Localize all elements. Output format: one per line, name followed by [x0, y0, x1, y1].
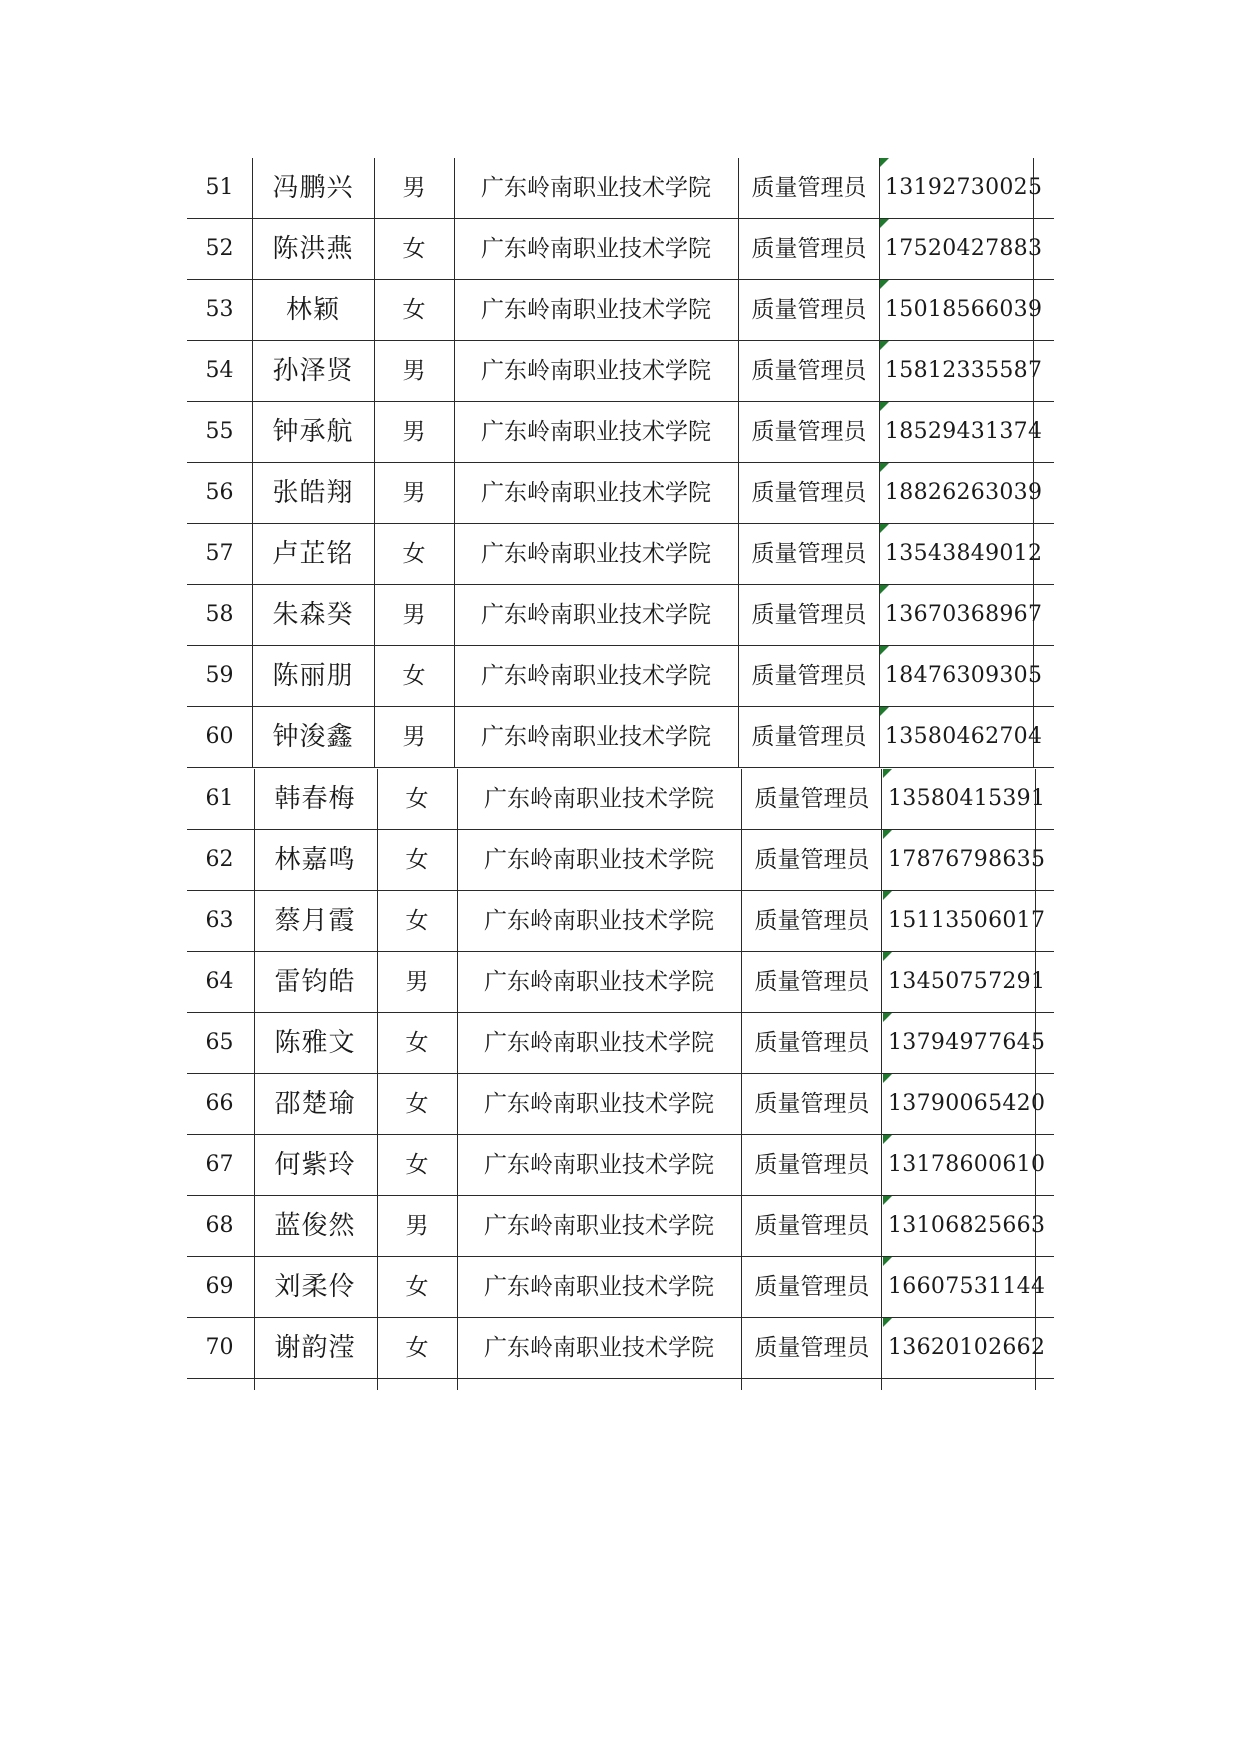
row-number: 57 [205, 541, 234, 566]
person-name: 卢芷铭 [272, 539, 354, 569]
person-name: 刘柔伶 [274, 1272, 356, 1302]
person-name: 朱森癸 [272, 600, 354, 630]
gender: 男 [402, 480, 426, 506]
school-name: 广东岭南职业技术学院 [481, 236, 711, 262]
person-name: 谢韵滢 [274, 1333, 356, 1363]
table-row [187, 952, 1054, 1013]
phone-number: 13620102662 [888, 1335, 1046, 1360]
person-name: 钟承航 [272, 417, 354, 447]
job-title: 质量管理员 [751, 358, 867, 384]
phone-number: 18826263039 [885, 480, 1043, 505]
person-name: 雷钧皓 [274, 967, 356, 997]
phone-number: 18476309305 [885, 663, 1043, 688]
school-name: 广东岭南职业技术学院 [484, 1335, 714, 1361]
gender: 女 [405, 786, 429, 812]
school-name: 广东岭南职业技术学院 [484, 786, 714, 812]
gender: 女 [405, 908, 429, 934]
table-row [187, 769, 1054, 830]
job-title: 质量管理员 [751, 480, 867, 506]
job-title: 质量管理员 [754, 908, 870, 934]
job-title: 质量管理员 [751, 663, 867, 689]
person-name: 陈洪燕 [272, 234, 354, 264]
job-title: 质量管理员 [754, 847, 870, 873]
table-row [187, 1318, 1054, 1379]
gender: 男 [405, 1213, 429, 1239]
job-title: 质量管理员 [751, 236, 867, 262]
table-row [187, 1013, 1054, 1074]
gender: 女 [402, 663, 426, 689]
row-number: 59 [205, 663, 234, 688]
gender: 女 [402, 541, 426, 567]
table-body [187, 158, 1054, 768]
gender: 男 [402, 724, 426, 750]
school-name: 广东岭南职业技术学院 [481, 541, 711, 567]
gender: 男 [402, 175, 426, 201]
person-name: 孙泽贤 [272, 356, 354, 386]
gender: 女 [405, 1152, 429, 1178]
phone-number: 13543849012 [885, 541, 1043, 566]
row-number: 60 [205, 724, 234, 749]
phone-number: 18529431374 [885, 419, 1043, 444]
row-number: 54 [205, 358, 234, 383]
person-name: 张皓翔 [272, 478, 354, 508]
school-name: 广东岭南职业技术学院 [484, 847, 714, 873]
job-title: 质量管理员 [751, 541, 867, 567]
row-number: 69 [205, 1274, 234, 1299]
table-row [187, 1257, 1054, 1318]
row-number: 62 [205, 847, 234, 872]
gender: 女 [405, 847, 429, 873]
person-name: 邵楚瑜 [274, 1089, 356, 1119]
phone-number: 15018566039 [885, 297, 1043, 322]
table-row [187, 158, 1054, 219]
row-number: 53 [205, 297, 234, 322]
table-section-b [187, 769, 1054, 1379]
job-title: 质量管理员 [754, 1274, 870, 1300]
school-name: 广东岭南职业技术学院 [484, 908, 714, 934]
job-title: 质量管理员 [754, 1335, 870, 1361]
phone-number: 17876798635 [888, 847, 1046, 872]
row-number: 70 [205, 1335, 234, 1360]
phone-number: 13450757291 [888, 969, 1046, 994]
person-name: 林颖 [285, 295, 340, 325]
phone-number: 16607531144 [888, 1274, 1046, 1299]
row-number: 52 [205, 236, 234, 261]
table-row [187, 585, 1054, 646]
person-name: 林嘉鸣 [274, 845, 356, 875]
job-title: 质量管理员 [754, 1152, 870, 1178]
gender: 男 [402, 358, 426, 384]
table-row [187, 341, 1054, 402]
row-number: 56 [205, 480, 234, 505]
table-row [187, 891, 1054, 952]
phone-number: 15812335587 [885, 358, 1043, 383]
row-number: 55 [205, 419, 234, 444]
row-number: 64 [205, 969, 234, 994]
person-name: 陈雅文 [274, 1028, 356, 1058]
person-name: 冯鹏兴 [272, 173, 354, 203]
school-name: 广东岭南职业技术学院 [481, 297, 711, 323]
phone-number: 13794977645 [888, 1030, 1046, 1055]
person-name: 何紫玲 [274, 1150, 356, 1180]
table-section-a [187, 158, 1054, 768]
table-body [187, 769, 1054, 1379]
school-name: 广东岭南职业技术学院 [481, 663, 711, 689]
job-title: 质量管理员 [754, 1091, 870, 1117]
job-title: 质量管理员 [751, 724, 867, 750]
table-row [187, 1196, 1054, 1257]
gender: 女 [405, 1335, 429, 1361]
gender: 男 [402, 419, 426, 445]
table-row [187, 707, 1054, 768]
job-title: 质量管理员 [751, 602, 867, 628]
gender: 男 [405, 969, 429, 995]
row-number: 65 [205, 1030, 234, 1055]
school-name: 广东岭南职业技术学院 [481, 602, 711, 628]
school-name: 广东岭南职业技术学院 [484, 1030, 714, 1056]
table-row [187, 219, 1054, 280]
school-name: 广东岭南职业技术学院 [484, 1091, 714, 1117]
person-name: 陈丽朋 [272, 661, 354, 691]
school-name: 广东岭南职业技术学院 [484, 1213, 714, 1239]
person-name: 蔡月霞 [274, 906, 356, 936]
person-name: 韩春梅 [274, 784, 356, 814]
table-row [187, 1135, 1054, 1196]
row-number: 68 [205, 1213, 234, 1238]
table-row [187, 646, 1054, 707]
person-name: 钟浚鑫 [272, 722, 354, 752]
phone-number: 13790065420 [888, 1091, 1046, 1116]
table-row [187, 830, 1054, 891]
phone-number: 13670368967 [885, 602, 1043, 627]
job-title: 质量管理员 [754, 786, 870, 812]
job-title: 质量管理员 [751, 419, 867, 445]
school-name: 广东岭南职业技术学院 [481, 358, 711, 384]
job-title: 质量管理员 [754, 969, 870, 995]
school-name: 广东岭南职业技术学院 [484, 1152, 714, 1178]
gender: 女 [402, 236, 426, 262]
table-row [187, 402, 1054, 463]
person-name: 蓝俊然 [274, 1211, 356, 1241]
row-number: 66 [205, 1091, 234, 1116]
table-row [187, 463, 1054, 524]
row-number: 51 [205, 175, 234, 200]
gender: 男 [402, 602, 426, 628]
gender: 女 [402, 297, 426, 323]
table-row [187, 524, 1054, 585]
row-number: 58 [205, 602, 234, 627]
table-row [187, 1074, 1054, 1135]
phone-number: 13580462704 [885, 724, 1043, 749]
job-title: 质量管理员 [754, 1030, 870, 1056]
school-name: 广东岭南职业技术学院 [481, 175, 711, 201]
school-name: 广东岭南职业技术学院 [481, 724, 711, 750]
phone-number: 13178600610 [888, 1152, 1046, 1177]
phone-number: 13580415391 [888, 786, 1046, 811]
phone-number: 13192730025 [885, 175, 1043, 200]
school-name: 广东岭南职业技术学院 [481, 419, 711, 445]
phone-number: 13106825663 [888, 1213, 1046, 1238]
job-title: 质量管理员 [751, 297, 867, 323]
row-number: 63 [205, 908, 234, 933]
job-title: 质量管理员 [754, 1213, 870, 1239]
job-title: 质量管理员 [751, 175, 867, 201]
row-number: 61 [205, 786, 234, 811]
gender: 女 [405, 1030, 429, 1056]
gender: 女 [405, 1274, 429, 1300]
phone-number: 15113506017 [888, 908, 1046, 933]
phone-number: 17520427883 [885, 236, 1043, 261]
table-row [187, 280, 1054, 341]
school-name: 广东岭南职业技术学院 [481, 480, 711, 506]
school-name: 广东岭南职业技术学院 [484, 1274, 714, 1300]
row-number: 67 [205, 1152, 234, 1177]
school-name: 广东岭南职业技术学院 [484, 969, 714, 995]
gender: 女 [405, 1091, 429, 1117]
